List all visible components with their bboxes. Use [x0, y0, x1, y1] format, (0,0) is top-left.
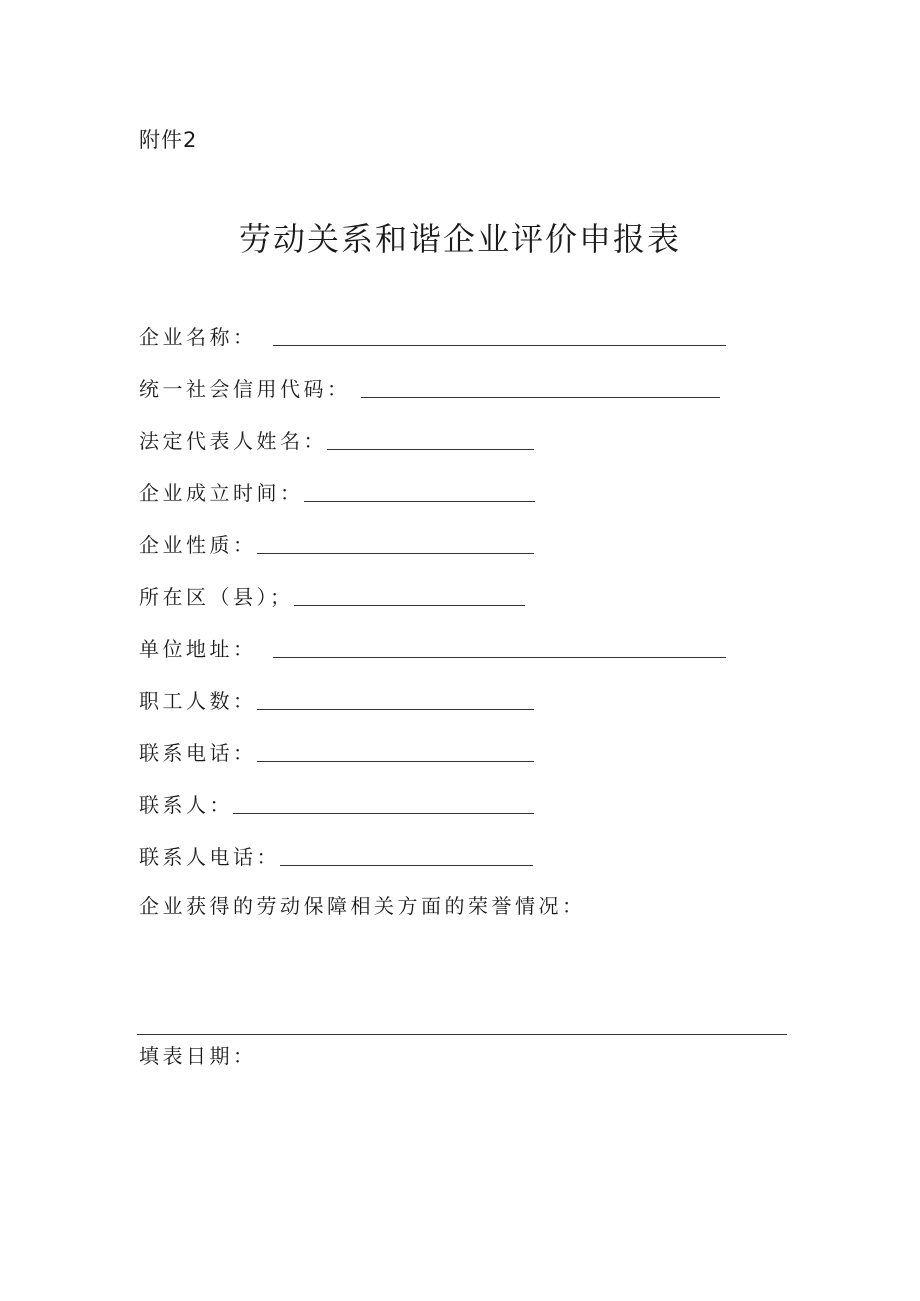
field-label: 法定代表人姓名： [139, 429, 327, 453]
field-label: 企业性质： [139, 533, 257, 557]
employee-count-input-line[interactable] [257, 708, 534, 710]
contact-person-input-line[interactable] [233, 812, 534, 814]
field-label: 所在区（县）； [139, 585, 294, 609]
field-address [139, 632, 726, 662]
field-label: 统一社会信用代码： [139, 377, 351, 401]
field-company-name [139, 320, 726, 350]
district-input-line[interactable] [294, 604, 525, 606]
field-label: 职工人数： [139, 689, 257, 713]
field-label: 企业成立时间： [139, 481, 304, 505]
fill-date-label: 填表日期： [139, 1044, 257, 1068]
field-phone [139, 736, 534, 766]
field-credit-code [139, 372, 720, 402]
contact-phone-input-line[interactable] [280, 864, 533, 866]
attachment-label: 附件2 [139, 128, 198, 152]
address-input-line[interactable] [273, 656, 726, 658]
field-label: 单位地址： [139, 637, 257, 661]
field-legal-representative [139, 424, 534, 454]
field-contact-person [139, 788, 534, 818]
field-district [139, 580, 525, 610]
field-label: 联系电话： [139, 741, 257, 765]
field-employee-count [139, 684, 534, 714]
field-label: 企业名称： [139, 325, 257, 349]
field-contact-phone [139, 840, 533, 870]
credit-code-input-line[interactable] [361, 396, 720, 398]
company-name-input-line[interactable] [273, 344, 726, 346]
field-founded-date [139, 476, 535, 506]
field-label: 联系人电话： [139, 845, 280, 869]
founded-date-input-line[interactable] [304, 500, 535, 502]
field-company-type [139, 528, 534, 558]
phone-input-line[interactable] [257, 760, 534, 762]
honors-label: 企业获得的劳动保障相关方面的荣誉情况： [139, 894, 586, 918]
honors-bottom-rule [137, 1034, 787, 1035]
legal-representative-input-line[interactable] [327, 448, 534, 450]
field-label: 联系人： [139, 793, 233, 817]
company-type-input-line[interactable] [257, 552, 534, 554]
form-title: 劳动关系和谐企业评价申报表 [238, 220, 681, 258]
